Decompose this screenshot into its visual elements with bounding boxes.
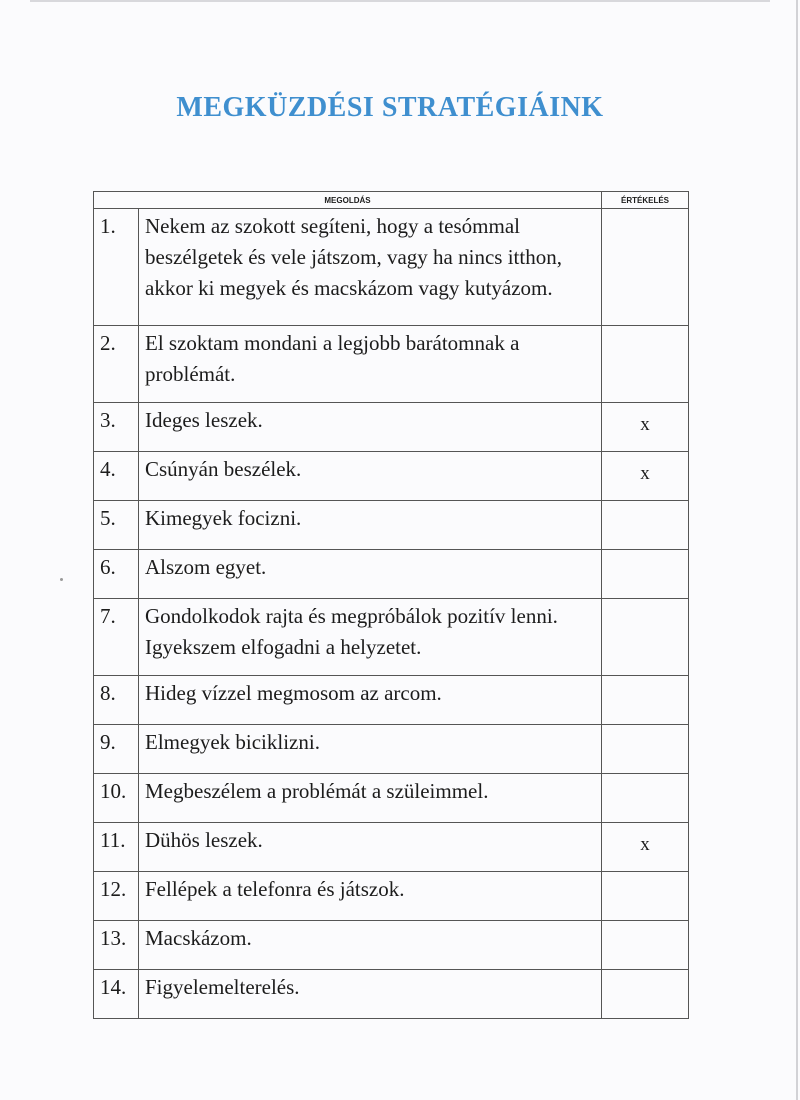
row-text: Megbeszélem a problémát a szüleimmel. xyxy=(139,774,602,823)
table-row xyxy=(94,676,689,725)
row-number: 2. xyxy=(94,326,139,403)
row-number: 10. xyxy=(94,774,139,823)
table-row xyxy=(94,774,689,823)
table-row xyxy=(94,326,689,403)
row-text: Elmegyek biciklizni. xyxy=(139,725,602,774)
row-number: 3. xyxy=(94,403,139,452)
row-text: Figyelemelterelés. xyxy=(139,970,602,1019)
page-title: MEGKÜZDÉSI STRATÉGIÁINK xyxy=(176,92,604,123)
row-number: 11. xyxy=(94,823,139,872)
row-text: Fellépek a telefonra és játszok. xyxy=(139,872,602,921)
row-evaluation-cell[interactable] xyxy=(602,676,689,725)
row-number: 4. xyxy=(94,452,139,501)
table-row xyxy=(94,725,689,774)
row-evaluation-cell[interactable] xyxy=(602,725,689,774)
row-text: El szoktam mondani a legjobb barátomnak a problémát. xyxy=(139,326,602,403)
table-row xyxy=(94,823,689,872)
row-text: Macskázom. xyxy=(139,921,602,970)
table-row xyxy=(94,501,689,550)
row-evaluation-cell[interactable] xyxy=(602,501,689,550)
header-evaluation: ÉRTÉKELÉS xyxy=(602,192,689,209)
row-evaluation-cell[interactable] xyxy=(602,921,689,970)
row-evaluation-cell[interactable] xyxy=(602,550,689,599)
row-number: 8. xyxy=(94,676,139,725)
table-row xyxy=(94,550,689,599)
row-evaluation-cell[interactable] xyxy=(602,970,689,1019)
table-row xyxy=(94,872,689,921)
row-evaluation-cell[interactable] xyxy=(602,209,689,326)
row-number: 6. xyxy=(94,550,139,599)
scan-right-edge xyxy=(796,0,798,1100)
row-text: Nekem az szokott segíteni, hogy a tesómmal beszélgetek és vele játszom, vagy ha nincs itthon, akkor ki megyek és macskázom vagy kutyázom. xyxy=(139,209,602,326)
row-text: Hideg vízzel megmosom az arcom. xyxy=(139,676,602,725)
row-number: 5. xyxy=(94,501,139,550)
table-row xyxy=(94,403,689,452)
row-evaluation-cell[interactable] xyxy=(602,599,689,676)
strategies-table xyxy=(93,191,689,1019)
row-evaluation-cell[interactable]: x xyxy=(602,452,689,501)
row-number: 14. xyxy=(94,970,139,1019)
row-text: Ideges leszek. xyxy=(139,403,602,452)
row-text: Dühös leszek. xyxy=(139,823,602,872)
row-evaluation-cell[interactable]: x xyxy=(602,403,689,452)
row-number: 13. xyxy=(94,921,139,970)
scan-speck xyxy=(60,578,63,581)
row-evaluation-cell[interactable] xyxy=(602,774,689,823)
row-number: 12. xyxy=(94,872,139,921)
header-solution: MEGOLDÁS xyxy=(94,192,602,209)
table-row xyxy=(94,921,689,970)
row-evaluation-cell[interactable]: x xyxy=(602,823,689,872)
row-evaluation-cell[interactable] xyxy=(602,872,689,921)
row-number: 7. xyxy=(94,599,139,676)
table-row xyxy=(94,970,689,1019)
table-row xyxy=(94,599,689,676)
row-text: Alszom egyet. xyxy=(139,550,602,599)
row-evaluation-cell[interactable] xyxy=(602,326,689,403)
row-text: Gondolkodok rajta és megpróbálok pozitív lenni. Igyekszem elfogadni a helyzetet. xyxy=(139,599,602,676)
scan-top-edge xyxy=(30,0,770,2)
row-text: Csúnyán beszélek. xyxy=(139,452,602,501)
row-number: 1. xyxy=(94,209,139,326)
row-text: Kimegyek focizni. xyxy=(139,501,602,550)
table-row xyxy=(94,452,689,501)
row-number: 9. xyxy=(94,725,139,774)
table-header-row xyxy=(94,192,689,209)
table-row xyxy=(94,209,689,326)
